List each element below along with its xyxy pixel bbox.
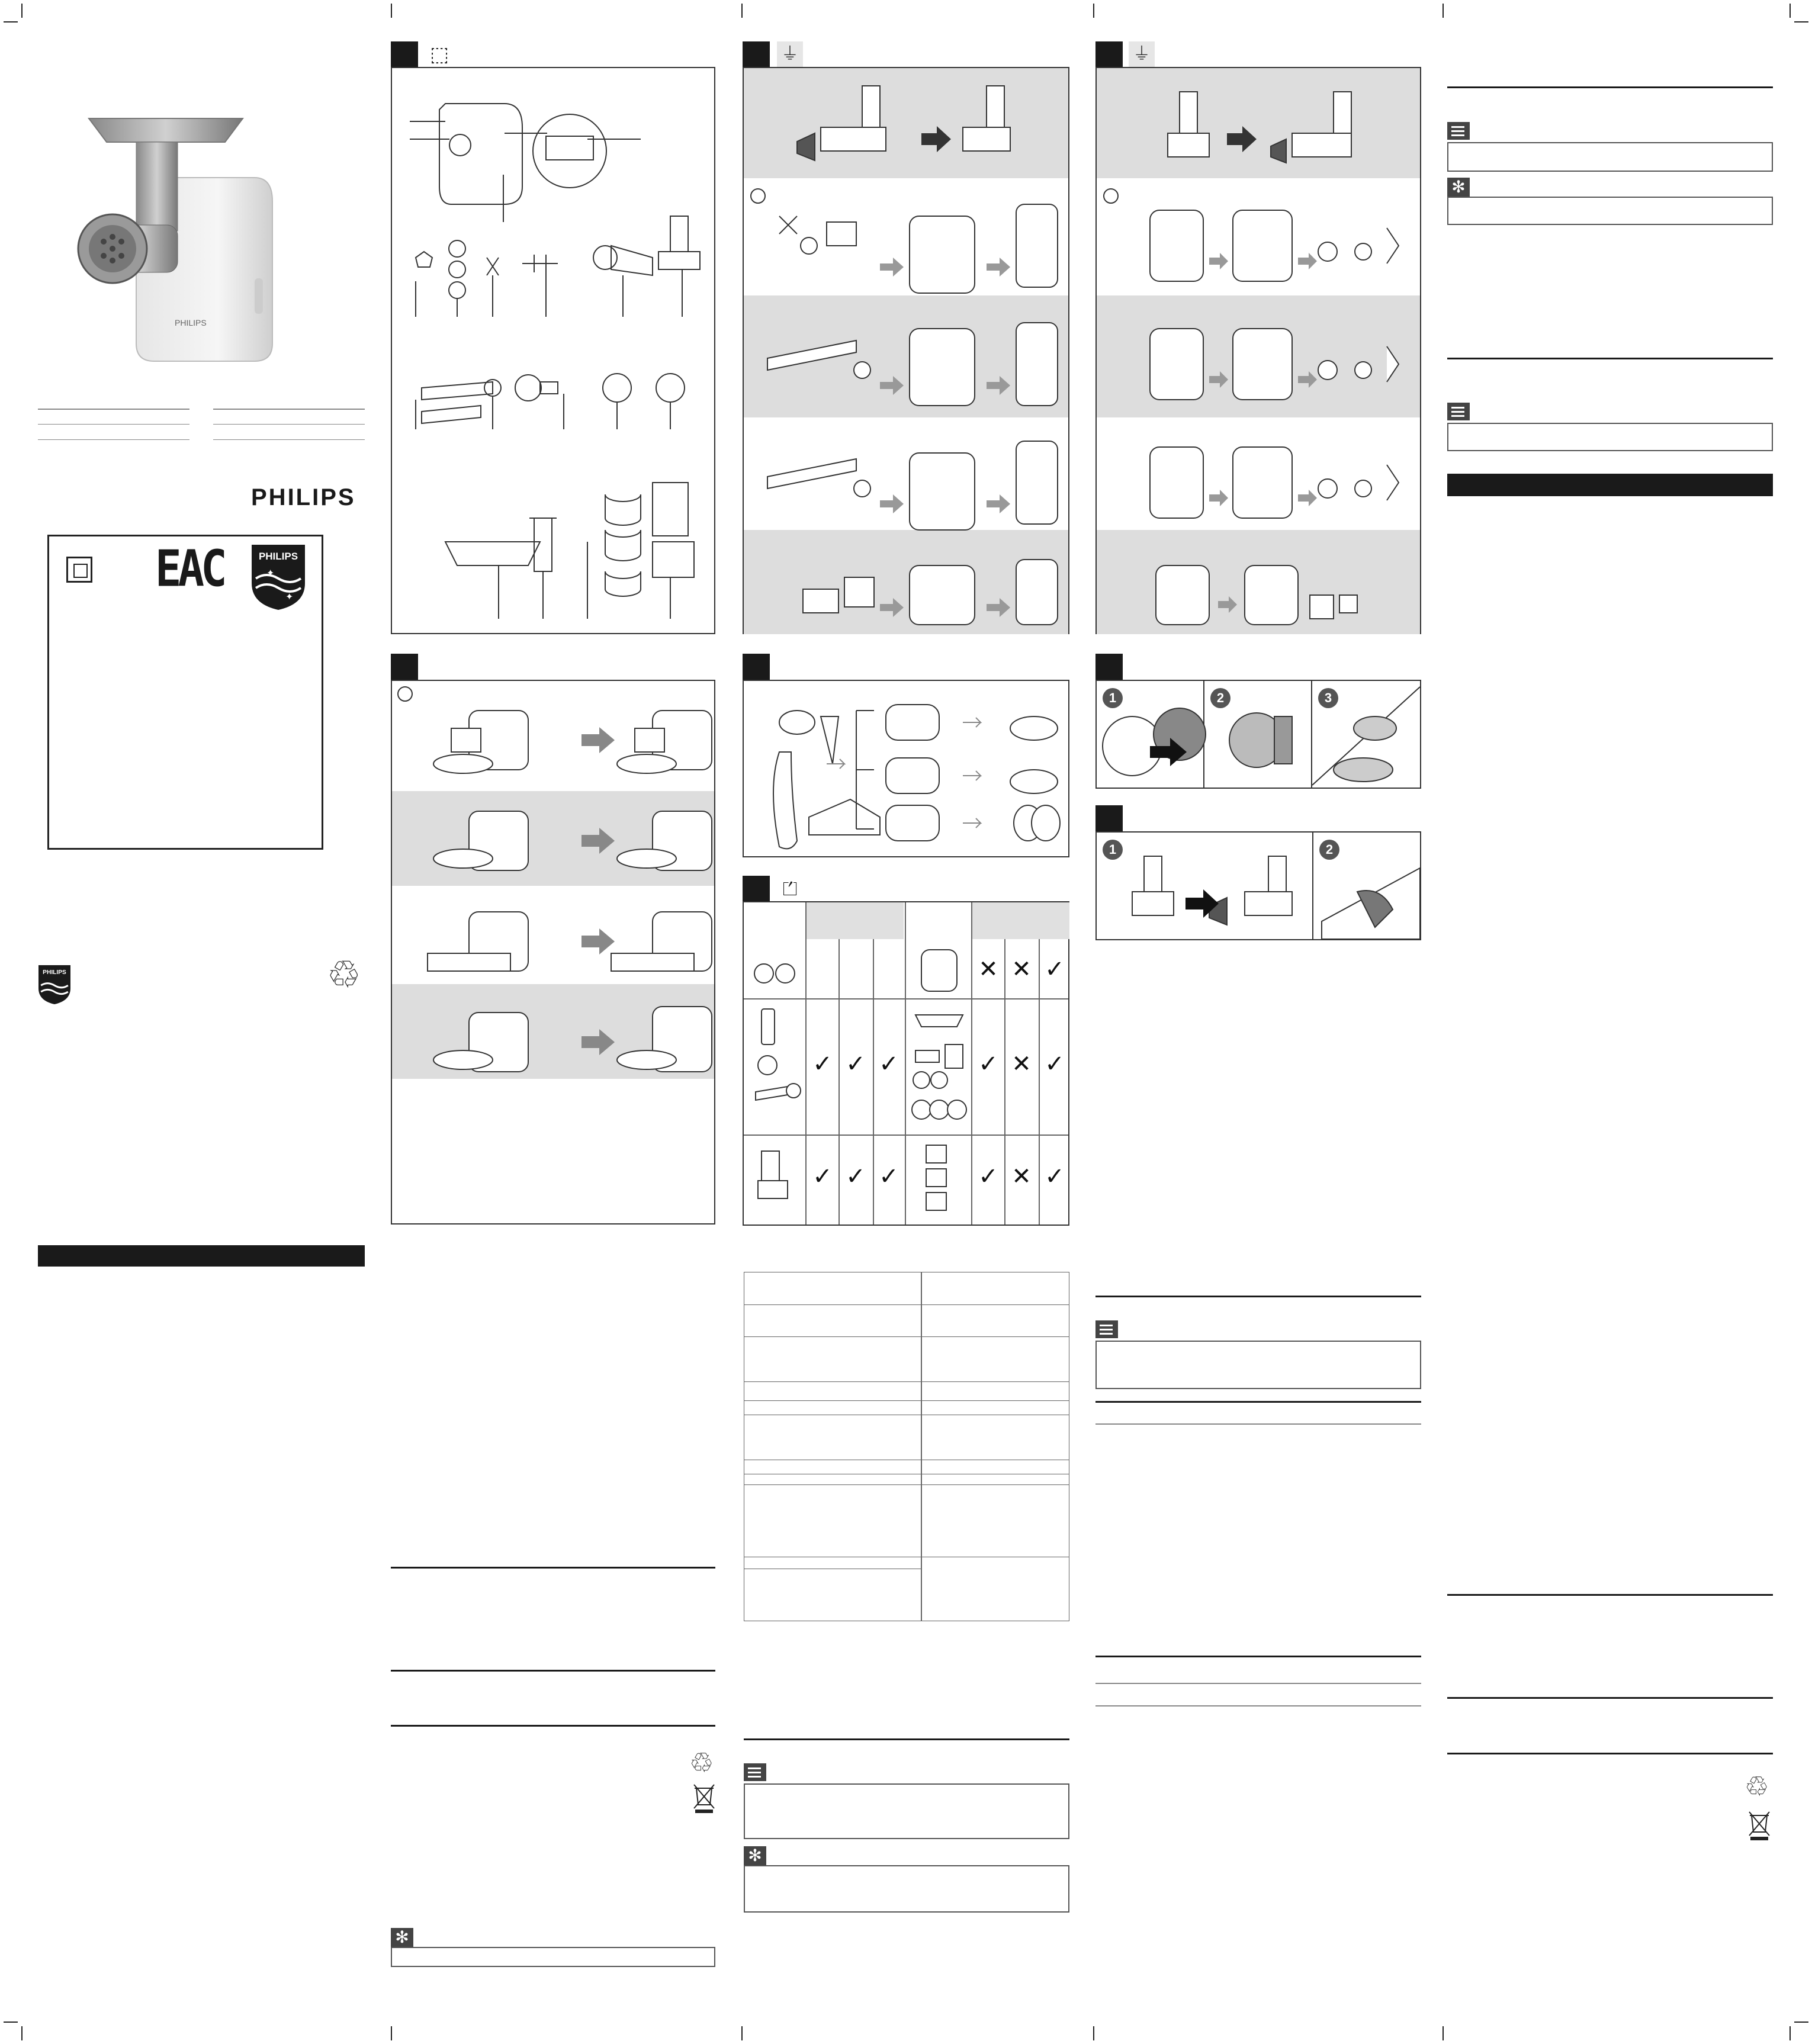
tip-icon: ✻ bbox=[1447, 178, 1470, 197]
note-box bbox=[1095, 1341, 1421, 1389]
check-mark: ✓ bbox=[978, 1163, 998, 1190]
section-rule bbox=[1095, 1296, 1421, 1297]
weee-bin-icon bbox=[693, 1782, 715, 1813]
crop-mark bbox=[1093, 4, 1094, 18]
step-badge: 2 bbox=[1319, 840, 1339, 860]
crop-mark bbox=[391, 2026, 392, 2040]
crop-mark bbox=[21, 4, 23, 18]
section-rule bbox=[391, 1567, 715, 1569]
note-box bbox=[1447, 423, 1773, 451]
rule bbox=[1095, 1423, 1421, 1425]
section-rule bbox=[1447, 1753, 1773, 1754]
step-badge: 1 bbox=[1103, 688, 1123, 708]
note-box bbox=[744, 1783, 1069, 1839]
check-mark: ✓ bbox=[1045, 956, 1065, 983]
section-rule bbox=[1447, 358, 1773, 359]
figure-tab bbox=[391, 654, 418, 680]
note-icon bbox=[744, 1763, 766, 1781]
figure-tab bbox=[743, 41, 770, 68]
philips-shield-icon bbox=[249, 542, 308, 613]
check-mark: ✓ bbox=[1045, 1050, 1065, 1078]
box-contents-icon: ⬚ bbox=[429, 43, 449, 66]
tip-box bbox=[1447, 197, 1773, 225]
section-rule bbox=[391, 1670, 715, 1672]
step-badge: 3 bbox=[1318, 688, 1338, 708]
unplug-icon: ⏚ bbox=[1129, 41, 1155, 68]
crop-mark bbox=[4, 21, 18, 23]
recycle-icon: ♲ bbox=[327, 953, 361, 997]
check-mark: ✓ bbox=[879, 1050, 899, 1078]
figure-disassembly bbox=[1095, 67, 1421, 634]
check-mark: ✓ bbox=[1045, 1163, 1065, 1190]
figure-assembly bbox=[743, 67, 1069, 634]
section-rule bbox=[391, 1725, 715, 1727]
tip-icon: ✻ bbox=[744, 1846, 766, 1865]
language-bar bbox=[38, 1245, 365, 1267]
rule bbox=[1095, 1705, 1421, 1706]
unplug-icon: ⏚ bbox=[777, 41, 803, 68]
figure-tab bbox=[1095, 41, 1123, 68]
cross-mark: ✕ bbox=[1011, 956, 1032, 983]
figure-components bbox=[391, 67, 715, 634]
rule bbox=[38, 424, 189, 425]
product-logo-text: PHILIPS bbox=[175, 318, 207, 327]
figure-tab bbox=[743, 876, 770, 902]
assembly-drawing bbox=[744, 68, 1068, 633]
rule bbox=[38, 409, 189, 410]
figure-tab bbox=[1095, 805, 1123, 831]
crop-mark bbox=[741, 4, 743, 18]
operation-drawing bbox=[392, 681, 714, 1223]
crop-mark bbox=[1442, 4, 1444, 18]
figure-tab bbox=[1095, 654, 1123, 680]
faucet-icon: ⏍ bbox=[782, 878, 798, 900]
eac-mark: EAC bbox=[155, 539, 224, 599]
section-rule bbox=[1447, 86, 1773, 88]
product-photo bbox=[77, 107, 290, 379]
rule bbox=[213, 409, 365, 410]
components-drawing bbox=[392, 68, 714, 633]
check-mark: ✓ bbox=[812, 1050, 833, 1078]
figure-mincing-steps bbox=[1095, 680, 1421, 789]
recycle-icon: ♲ bbox=[1744, 1770, 1769, 1802]
disassembly-drawing bbox=[1097, 68, 1420, 633]
crop-mark bbox=[1789, 2026, 1791, 2040]
rule bbox=[213, 439, 365, 440]
crop-mark bbox=[1442, 2026, 1444, 2040]
section-rule bbox=[1447, 1594, 1773, 1596]
section-rule bbox=[1447, 1697, 1773, 1699]
figure-operation bbox=[391, 680, 715, 1225]
weee-bin-icon bbox=[1748, 1810, 1771, 1840]
crop-mark bbox=[1794, 2021, 1808, 2023]
check-mark: ✓ bbox=[812, 1163, 833, 1190]
check-mark: ✓ bbox=[978, 1050, 998, 1078]
section-rule bbox=[744, 1738, 1069, 1740]
cross-mark: ✕ bbox=[1011, 1050, 1032, 1078]
shield-text: PHILIPS bbox=[258, 551, 298, 562]
steps-drawing bbox=[1097, 681, 1420, 788]
recycle-icon: ♲ bbox=[689, 1747, 714, 1779]
check-mark: ✓ bbox=[846, 1050, 866, 1078]
cross-mark: ✕ bbox=[978, 956, 998, 983]
double-insulation-icon bbox=[66, 557, 92, 583]
language-bar bbox=[1447, 474, 1773, 496]
svg-text:✦: ✦ bbox=[285, 592, 294, 602]
section-rule bbox=[1095, 1656, 1421, 1657]
figure-tab bbox=[743, 654, 770, 680]
crop-mark bbox=[741, 2026, 743, 2040]
figure-cleaning-steps bbox=[1095, 831, 1421, 940]
shield-text: PHILIPS bbox=[43, 969, 66, 976]
tip-box bbox=[391, 1947, 715, 1967]
cross-mark: ✕ bbox=[1011, 1163, 1032, 1190]
rule bbox=[38, 439, 189, 440]
note-box bbox=[1447, 142, 1773, 172]
tip-box bbox=[744, 1865, 1069, 1913]
figure-cutting-drums bbox=[743, 680, 1069, 857]
philips-shield-icon bbox=[37, 963, 72, 1007]
note-icon bbox=[1447, 403, 1470, 420]
drums-drawing bbox=[744, 681, 1068, 856]
rule bbox=[1095, 1683, 1421, 1684]
cleaning-table bbox=[743, 901, 1069, 1226]
svg-text:✦: ✦ bbox=[266, 568, 275, 579]
crop-mark bbox=[21, 2026, 23, 2040]
philips-wordmark: PHILIPS bbox=[251, 484, 356, 510]
step-badge: 1 bbox=[1103, 840, 1123, 860]
tip-icon: ✻ bbox=[391, 1928, 413, 1947]
crop-mark bbox=[1789, 4, 1791, 18]
crop-mark bbox=[391, 4, 392, 18]
figure-tab bbox=[391, 41, 418, 68]
crop-mark bbox=[4, 2021, 18, 2023]
step-badge: 2 bbox=[1210, 688, 1231, 708]
note-icon bbox=[1447, 122, 1470, 140]
crop-mark bbox=[1794, 21, 1808, 23]
troubleshooting-table bbox=[744, 1272, 1069, 1621]
section-rule bbox=[1095, 1401, 1421, 1403]
check-mark: ✓ bbox=[879, 1163, 899, 1190]
rule bbox=[213, 424, 365, 425]
cleaning-drawing bbox=[1097, 833, 1420, 939]
crop-mark bbox=[1093, 2026, 1094, 2040]
note-icon bbox=[1095, 1320, 1118, 1338]
check-mark: ✓ bbox=[846, 1163, 866, 1190]
